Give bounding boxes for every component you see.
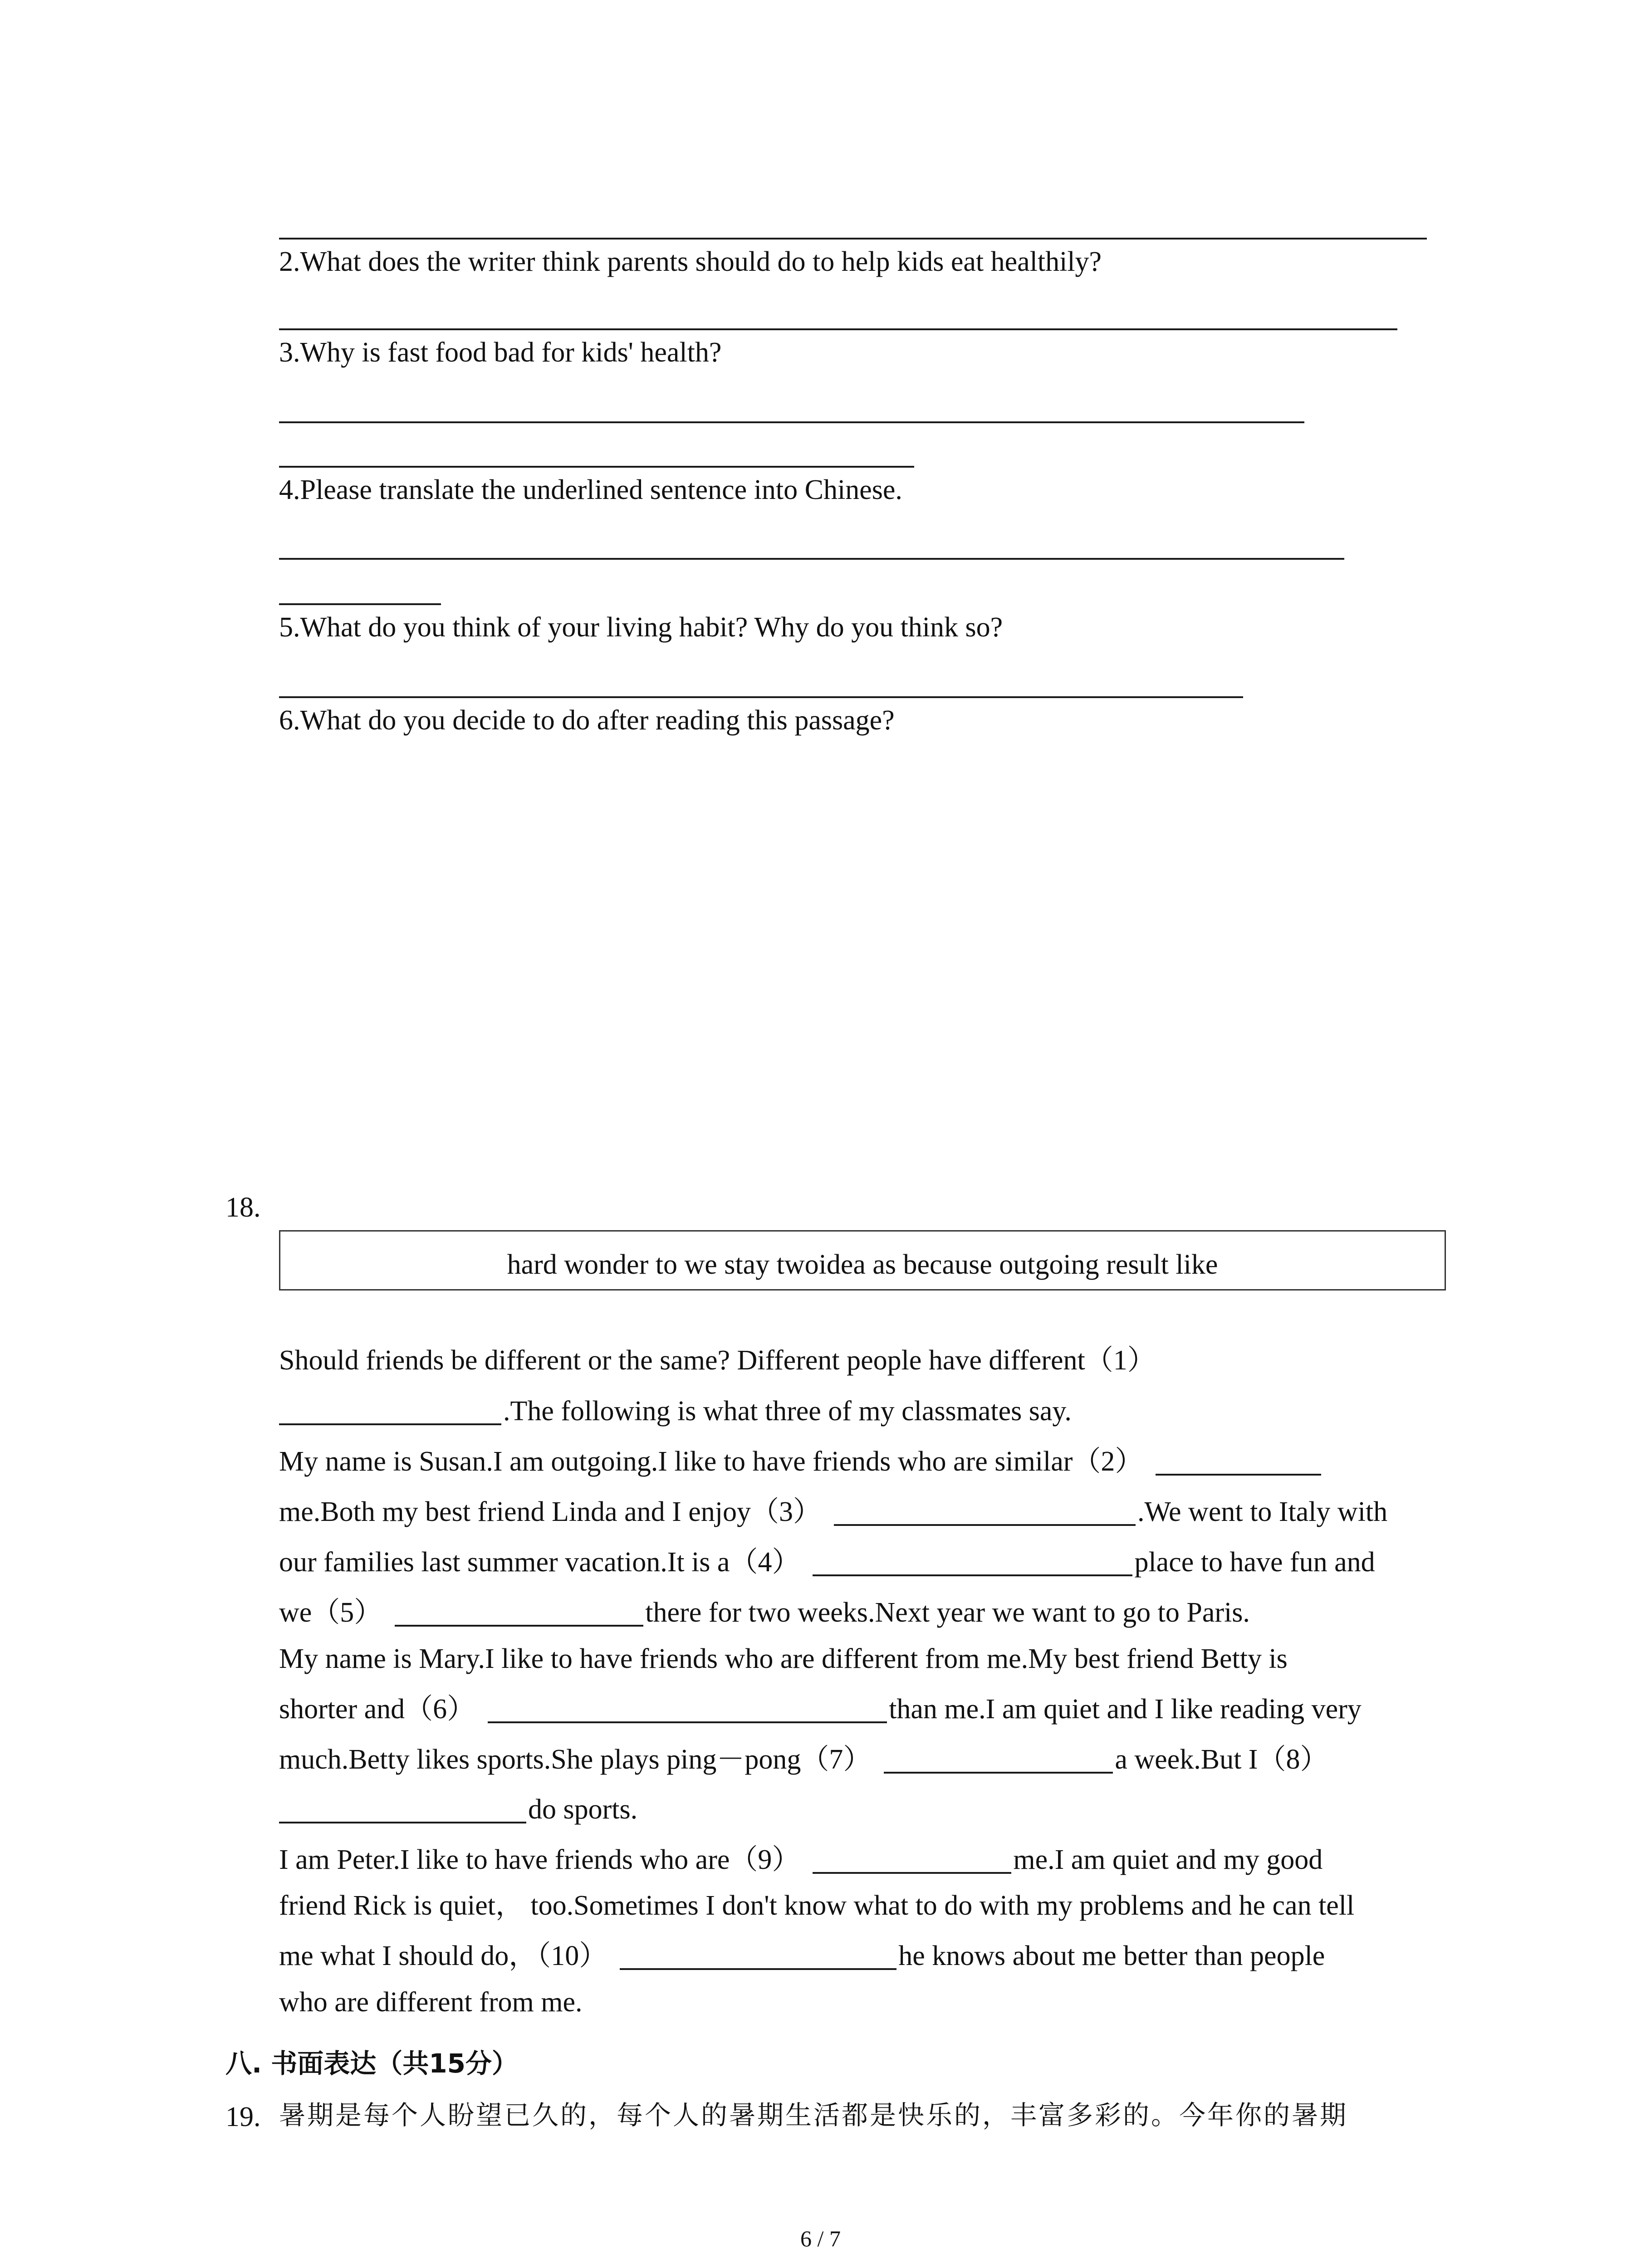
blank-2[interactable] [1156, 1447, 1321, 1476]
question-6: 6.What do you decide to do after reading this passage? [279, 705, 895, 736]
page-number: 6 / 7 [800, 2226, 841, 2251]
section-title: 八. 书面表达（共15分） [225, 2048, 518, 2079]
passage-line: much.Betty likes sports.She plays ping－pong（7） a week.But I（8） [279, 1744, 1328, 1775]
passage-line: My name is Mary.I like to have friends who are different from me.My best friend Betty is [279, 1643, 1288, 1674]
word-bank-box [279, 1230, 1446, 1290]
answer-line [279, 603, 441, 605]
blank-7[interactable] [884, 1745, 1113, 1774]
question-3: 3.Why is fast food bad for kids' health? [279, 337, 722, 368]
question-4: 4.Please translate the underlined sentence into Chinese. [279, 474, 902, 505]
question-18-number: 18. [225, 1192, 261, 1223]
question-19-number: 19. [225, 2102, 261, 2132]
question-5: 5.What do you think of your living habit? Why do you think so? [279, 612, 1003, 643]
answer-line [279, 421, 1304, 423]
passage-line: me.Both my best friend Linda and I enjoy（3） .We went to Italy with [279, 1496, 1388, 1527]
passage-line: me what I should do，（10） he knows about me better than people [279, 1941, 1325, 1971]
blank-8[interactable] [279, 1795, 526, 1823]
blank-6[interactable] [488, 1695, 887, 1723]
answer-line [279, 238, 1427, 240]
answer-line [279, 466, 914, 468]
blank-9[interactable] [813, 1846, 1011, 1874]
answer-line [279, 328, 1397, 330]
passage-line: .The following is what three of my classmates say. [279, 1397, 1072, 1425]
passage-line: do sports. [279, 1795, 637, 1823]
question-19-text: 暑期是每个人盼望已久的，每个人的暑期生活都是快乐的，丰富多彩的。今年你的暑期 [279, 2100, 1348, 2131]
passage-line: friend Rick is quiet， too.Sometimes I don't know what to do with my problems and he can tell [279, 1890, 1355, 1921]
blank-5[interactable] [395, 1598, 643, 1627]
answer-line [279, 696, 1243, 698]
passage-line: Should friends be different or the same? Different people have different（1） [279, 1345, 1156, 1376]
word-bank: hard wonder to we stay twoidea as because outgoing result like [507, 1249, 1218, 1280]
blank-3[interactable] [834, 1498, 1136, 1526]
blank-10[interactable] [620, 1942, 896, 1970]
passage-line: who are different from me. [279, 1987, 583, 2018]
answer-line [279, 558, 1344, 560]
passage-line: I am Peter.I like to have friends who are（9） me.I am quiet and my good [279, 1844, 1323, 1875]
passage-line: we（5） there for two weeks.Next year we want to go to Paris. [279, 1597, 1250, 1628]
blank-4[interactable] [813, 1548, 1132, 1576]
passage-line: shorter and（6） than me.I am quiet and I like reading very [279, 1694, 1362, 1725]
blank-1[interactable] [279, 1397, 501, 1425]
question-2: 2.What does the writer think parents should do to help kids eat healthily? [279, 246, 1102, 277]
passage-line: My name is Susan.I am outgoing.I like to have friends who are similar（2） [279, 1447, 1323, 1476]
passage-line: our families last summer vacation.It is a（4） place to have fun and [279, 1547, 1375, 1578]
